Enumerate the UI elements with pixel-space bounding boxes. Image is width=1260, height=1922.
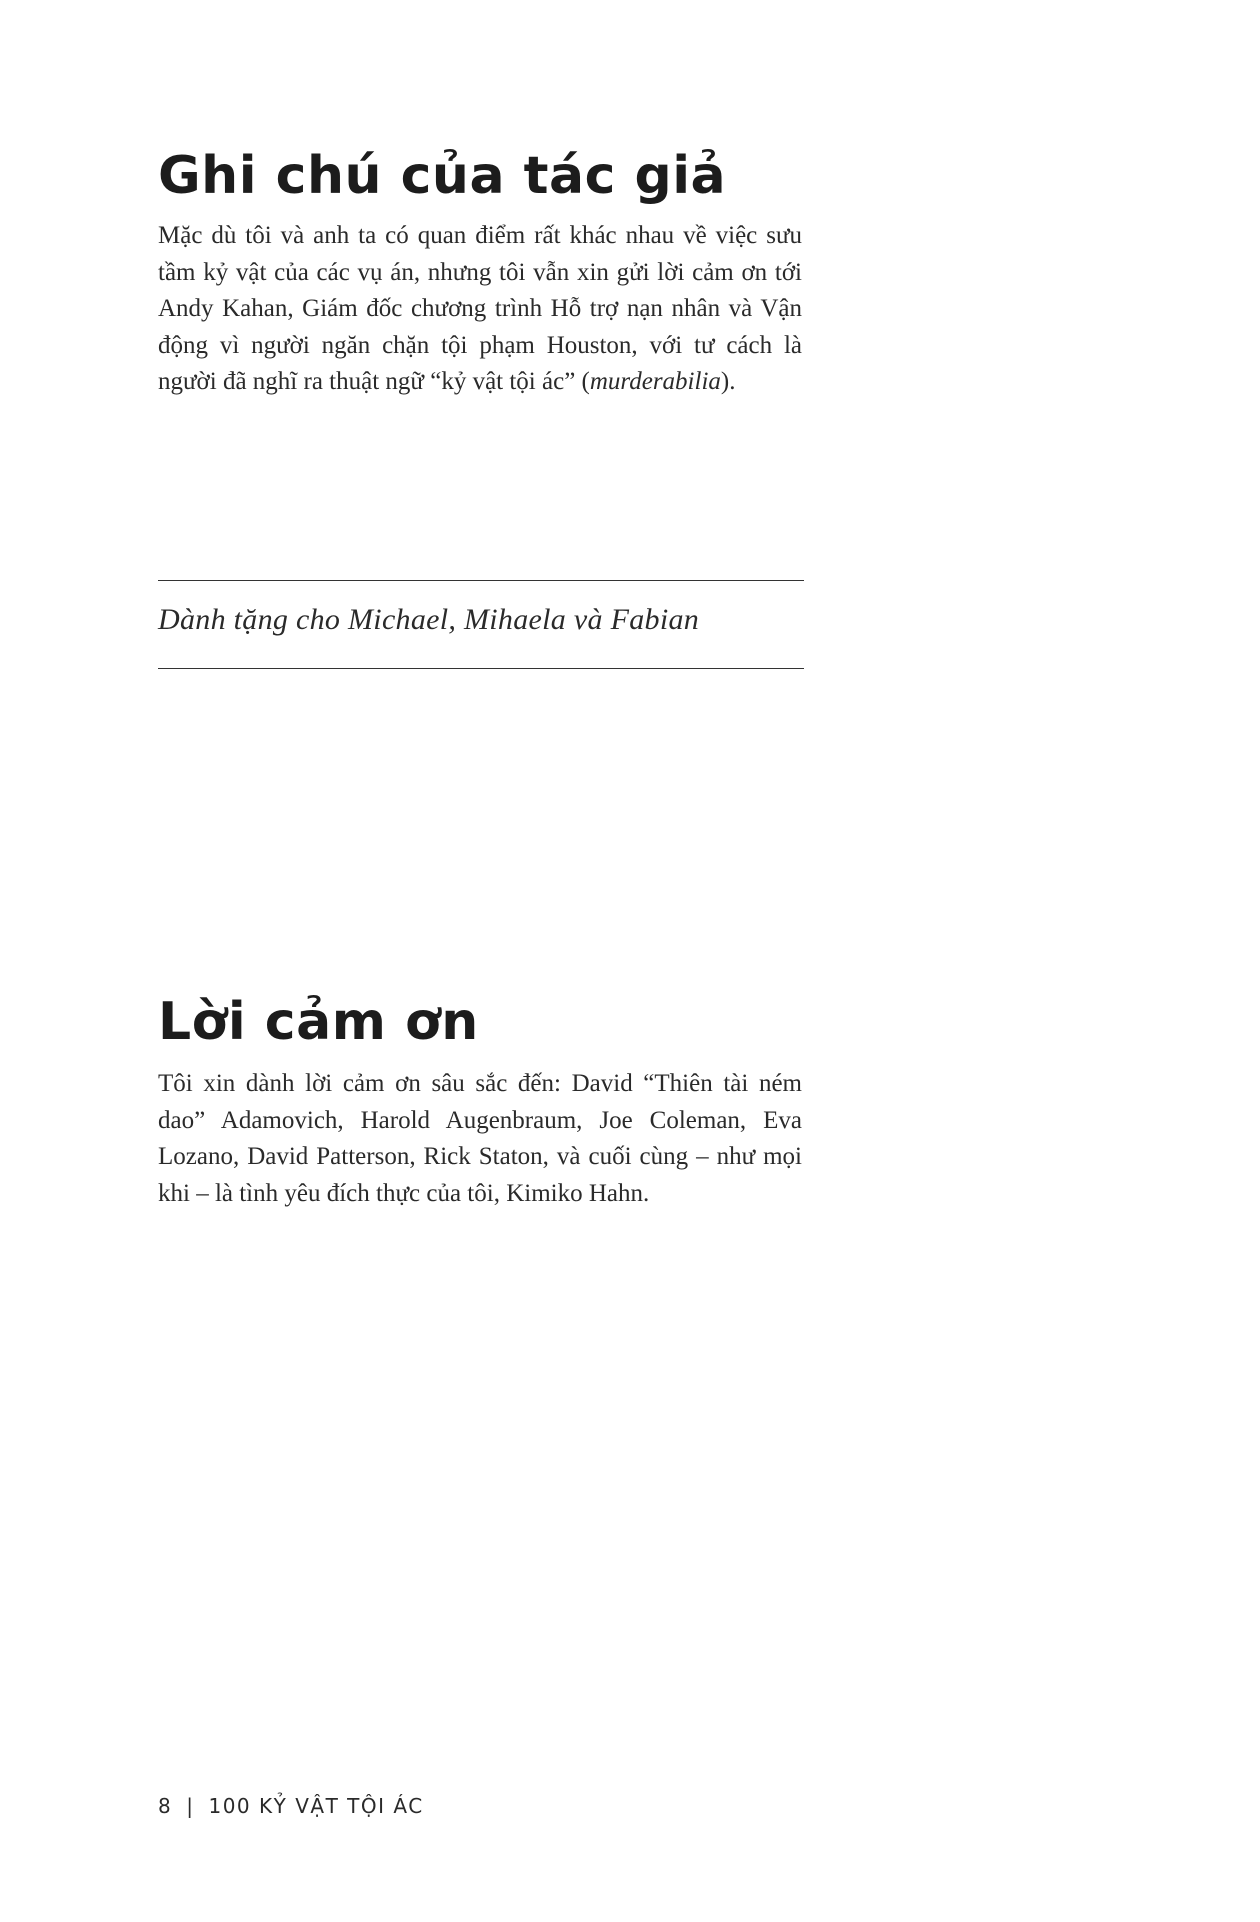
author-note-text-end: ). bbox=[720, 368, 736, 395]
page-footer bbox=[158, 1794, 424, 1818]
author-note-text: Mặc dù tôi và anh ta có quan điểm rất khác nhau về việc sưu tầm kỷ vật của các vụ án, nhưng tôi vẫn xin gửi lời cảm ơn tới Andy Kahan, Giám đốc chương trình Hỗ trợ nạn nhân và Vận động vì người ngăn chặn tội phạm Houston, với tư cách là người đã nghĩ ra thuật ngữ “kỷ vật tội ác” ( bbox=[158, 222, 802, 395]
acknowledgments-title: Lời cảm ơn bbox=[158, 992, 479, 1052]
dedication-rule-bottom bbox=[158, 668, 804, 669]
footer-separator: | bbox=[186, 1794, 195, 1818]
author-note-body bbox=[158, 218, 802, 401]
page-number: 8 bbox=[158, 1794, 173, 1818]
dedication-rule-top bbox=[158, 580, 804, 581]
acknowledgments-body: Tôi xin dành lời cảm ơn sâu sắc đến: David “Thiên tài ném dao” Adamovich, Harold Augenbraum, Joe Coleman, Eva Lozano, David Patterson, Rick Staton, và cuối cùng – như mọi khi – là tình yêu đích thực của tôi, Kimiko Hahn. bbox=[158, 1070, 802, 1207]
dedication: Dành tặng cho Michael, Mihaela và Fabian bbox=[158, 603, 700, 636]
author-note-title: Ghi chú của tác giả bbox=[158, 146, 727, 206]
author-note-italic-term: murderabilia bbox=[589, 368, 721, 395]
running-title: 100 KỶ VẬT TỘI ÁC bbox=[208, 1794, 424, 1818]
